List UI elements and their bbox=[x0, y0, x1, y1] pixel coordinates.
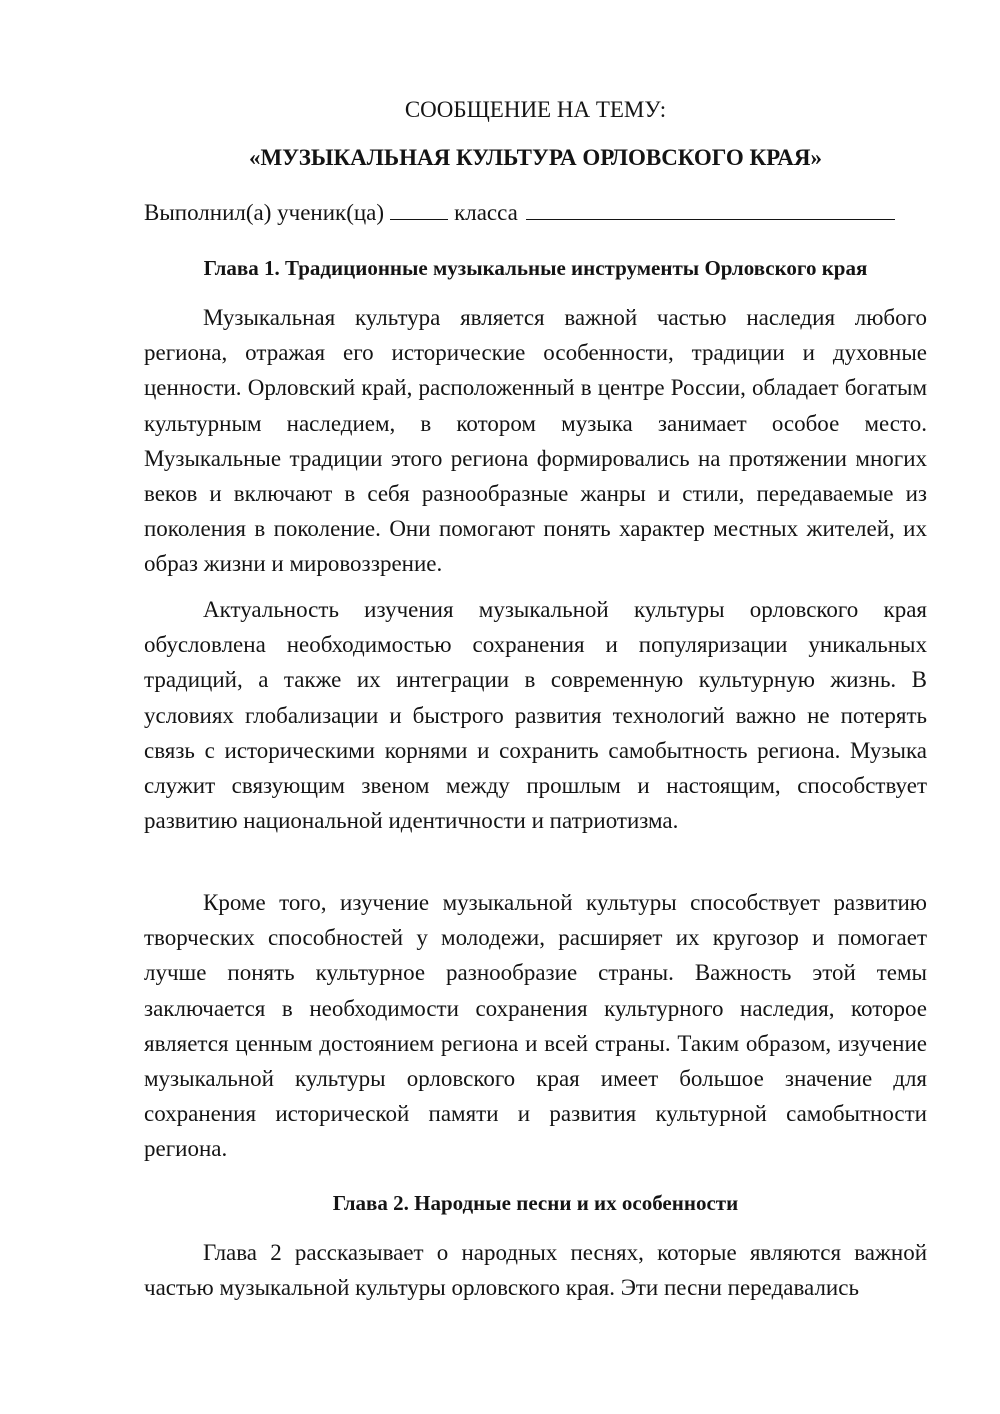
grade-blank bbox=[390, 199, 448, 220]
name-blank bbox=[526, 199, 895, 220]
chapter-1-paragraph-3: Кроме того, изучение музыкальной культуры способствует развитию творческих способностей у молодежи, расширяет их кругозор и помогает лучше понять культурное разнообразие страны. Важность этой темы заключается в необходимости сохранения культурного наследия, которое является ценным достоянием региона и всей страны. Таким образом, изучение музыкальной культуры орловского края имеет большое значение для сохранения исторической памяти и развития культурной самобытности региона. bbox=[144, 890, 927, 1162]
chapter-1-heading: Глава 1. Традиционные музыкальные инструменты Орловского края bbox=[203, 256, 868, 280]
document-title-line-2: «МУЗЫКАЛЬНАЯ КУЛЬТУРА ОРЛОВСКОГО КРАЯ» bbox=[248, 145, 823, 170]
author-class-label: класса bbox=[454, 200, 518, 225]
chapter-1-paragraph-2: Актуальность изучения музыкальной культуры орловского края обусловлена необходимостью сохранения и популяризации уникальных традиций, а также их интеграции в современную культурную жизнь. В условиях глобализации и быстрого развития технологий важно не потерять связь с историческими корнями и сохранить самобытность региона. Музыка служит связующим звеном между прошлым и настоящим, способствует развитию национальной идентичности и патриотизма. bbox=[144, 597, 927, 834]
author-prefix: Выполнил(а) ученик(ца) bbox=[144, 200, 385, 225]
chapter-1-paragraph-1: Музыкальная культура является важной частью наследия любого региона, отражая его исторические особенности, традиции и духовные ценности. Орловский край, расположенный в центре России, обладает богатым культурным наследием, в котором музыка занимает особое место. Музыкальные традиции этого региона формировались на протяжении многих веков и включают в себя разнообразные жанры и стили, передаваемые из поколения в поколение. Они помогают понять характер местных жителей, их образ жизни и мировоззрение. bbox=[144, 305, 927, 577]
chapter-2-paragraph-1: Глава 2 рассказывает о народных песнях, которые являются важной частью музыкальной культуры орловского края. Эти песни передавались bbox=[144, 1240, 927, 1301]
document-title-line-1: СООБЩЕНИЕ НА ТЕМУ: bbox=[404, 97, 667, 122]
chapter-2-heading: Глава 2. Народные песни и их особенности bbox=[332, 1191, 739, 1215]
author-line bbox=[144, 198, 927, 228]
